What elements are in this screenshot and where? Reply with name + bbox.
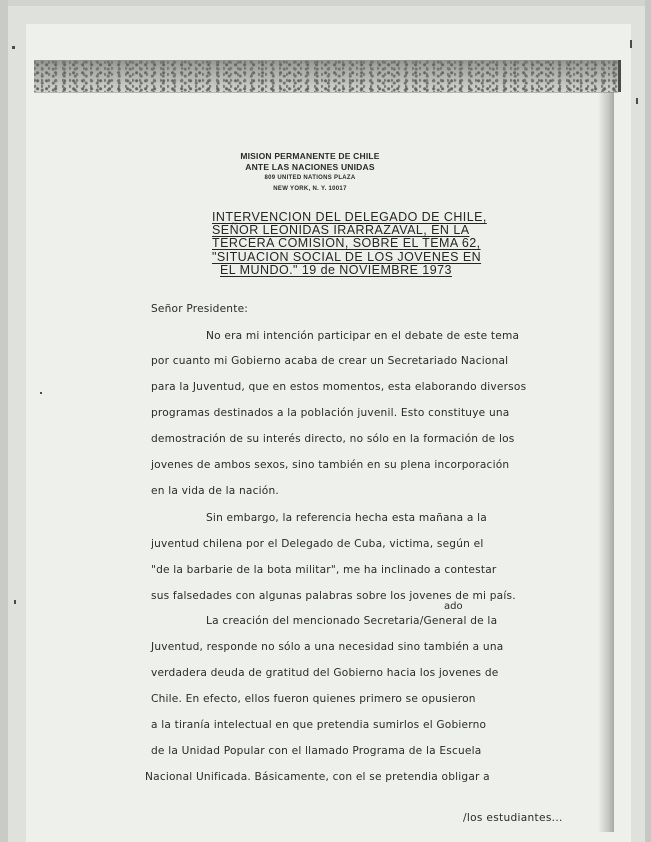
body-line: "de la barbarie de la bota militar", me ha inclinado a contestar	[151, 564, 497, 576]
body-line: verdadera deuda de gratitud del Gobierno hacia los jovenes de	[151, 667, 499, 679]
title-line: TERCERA COMISION, SOBRE EL TEMA 62,	[212, 236, 481, 251]
scan-mark	[636, 98, 638, 104]
letterhead-un: ANTE LAS NACIONES UNIDAS	[245, 162, 375, 172]
title-line: "SITUACION SOCIAL DE LOS JOVENES EN	[212, 249, 482, 264]
scan-border-right	[645, 0, 651, 842]
body-line: No era mi intención participar en el debate de este tema	[206, 330, 520, 342]
body-line: jovenes de ambos sexos, sino también en su plena incorporación	[151, 459, 510, 471]
body-line: por cuanto mi Gobierno acaba de crear un Secretariado Nacional	[151, 355, 509, 367]
body-line: para la Juventud, que en estos momentos, esta elaborando diversos	[151, 381, 527, 393]
scan-mark	[14, 600, 16, 604]
body-line: Nacional Unificada. Básicamente, con el se pretendia obligar a	[145, 771, 490, 783]
scan-noise-band	[34, 60, 618, 93]
body-line: de la Unidad Popular con el llamado Programa de la Escuela	[151, 745, 482, 757]
page-edge-shadow	[598, 92, 614, 832]
scan-mark	[630, 40, 632, 48]
letterhead	[190, 151, 430, 195]
body-line: La creación del mencionado Secretaria/General de la	[206, 615, 498, 627]
scan-mark	[40, 392, 42, 394]
body-line: sus falsedades con algunas palabras sobre los jovenes de mi país.	[151, 590, 516, 602]
scan-border-left	[0, 0, 8, 842]
title-line: SEÑOR LEONIDAS IRARRAZAVAL, EN LA	[212, 223, 470, 238]
letterhead-city: NEW YORK, N. Y. 10017	[273, 186, 347, 192]
scan-mark	[618, 60, 621, 92]
body-line: juventud chilena por el Delegado de Cuba, victima, según el	[151, 538, 484, 550]
body-line: en la vida de la nación.	[151, 485, 279, 497]
title-line: EL MUNDO." 19 de NOVIEMBRE 1973	[220, 262, 452, 277]
document-title	[212, 211, 542, 277]
scan-border-top	[0, 0, 651, 6]
body-line: programas destinados a la población juvenil. Esto constituye una	[151, 407, 510, 419]
handwritten-insert: ado	[444, 601, 463, 612]
body-line: demostración de su interés directo, no sólo en la formación de los	[151, 433, 515, 445]
scan-mark	[12, 46, 15, 49]
body-line: Juventud, responde no sólo a una necesidad sino también a una	[151, 641, 504, 653]
salutation: Señor Presidente:	[151, 303, 249, 315]
body-line: Sin embargo, la referencia hecha esta mañana a la	[206, 512, 487, 524]
letterhead-mission: MISION PERMANENTE DE CHILE	[240, 151, 380, 161]
letterhead-address: 809 UNITED NATIONS PLAZA	[264, 175, 356, 181]
continuation-text: /los estudiantes...	[463, 812, 563, 824]
title-line: INTERVENCION DEL DELEGADO DE CHILE,	[212, 210, 487, 224]
body-line: a la tiranía intelectual en que pretendia sumirlos el Gobierno	[151, 719, 487, 731]
body-line: Chile. En efecto, ellos fueron quienes primero se opusieron	[151, 693, 476, 705]
